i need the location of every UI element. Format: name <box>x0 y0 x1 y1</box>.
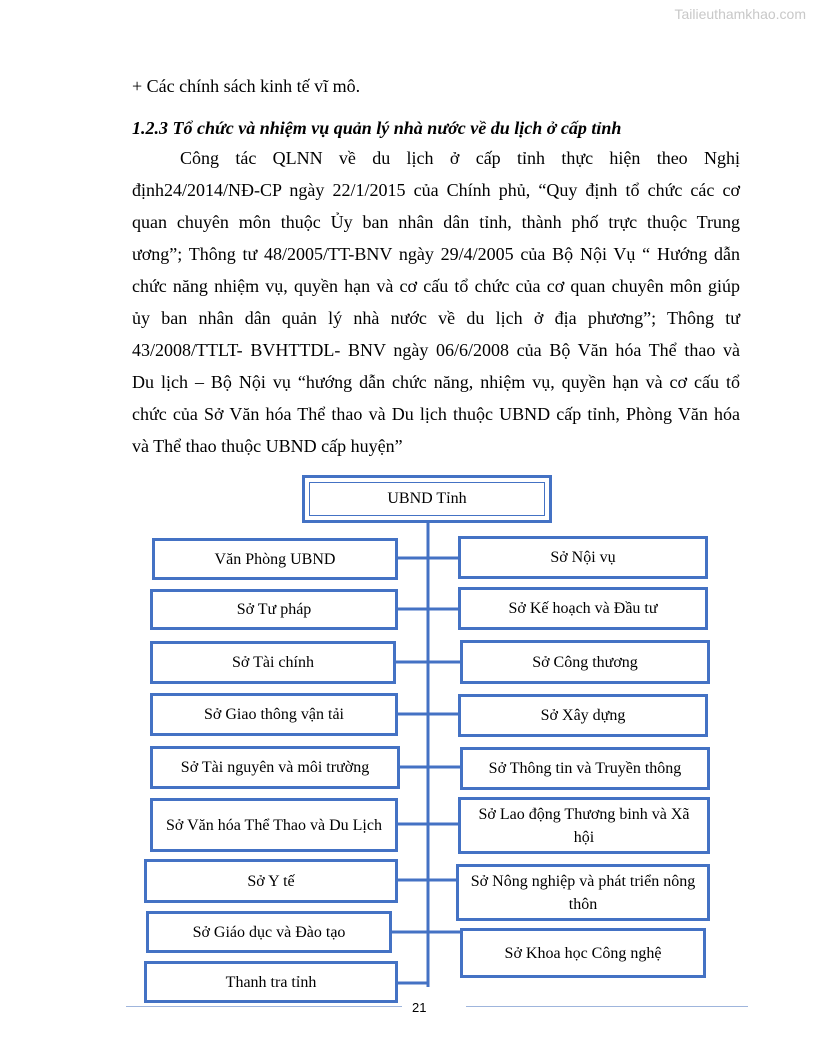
page-number: 21 <box>412 1000 427 1015</box>
paragraph-line: quan chuyên môn thuộc Ủy ban nhân dân tỉnh, thành phố trực thuộc Trung <box>132 212 740 232</box>
org-node-right: Sở Lao động Thương binh và Xã hội <box>458 797 710 854</box>
org-node-left: Sở Tài nguyên và môi trường <box>150 746 400 789</box>
paragraph-line: chức năng nhiệm vụ, quyền hạn và cơ cấu tổ chức của cơ quan chuyên môn giúp <box>132 276 740 296</box>
bullet-line: + Các chính sách kinh tế vĩ mô. <box>132 76 361 96</box>
org-node-left: Văn Phòng UBND <box>152 538 398 580</box>
paragraph-line: ương”; Thông tư 48/2005/TT-BNV ngày 29/4/2005 của Bộ Nội Vụ “ Hướng dẫn <box>132 244 740 264</box>
org-node-right: Sở Khoa học Công nghệ <box>460 928 706 978</box>
org-node-left: Sở Văn hóa Thể Thao và Du Lịch <box>150 798 398 852</box>
paragraph-line: và Thể thao thuộc UBND cấp huyện” <box>132 436 403 456</box>
org-root-label: UBND Tỉnh <box>309 482 545 516</box>
org-node-right: Sở Thông tin và Truyền thông <box>460 747 710 790</box>
paragraph-line: Công tác QLNN về du lịch ở cấp tỉnh thực hiện theo Nghị <box>180 148 740 168</box>
section-heading: 1.2.3 Tổ chức và nhiệm vụ quản lý nhà nước về du lịch ở cấp tỉnh <box>132 118 622 138</box>
org-root-node <box>302 475 552 523</box>
paragraph-line: chức của Sở Văn hóa Thể thao và Du lịch thuộc UBND cấp tỉnh, Phòng Văn hóa <box>132 404 740 424</box>
org-node-left: Thanh tra tỉnh <box>144 961 398 1003</box>
watermark: Tailieuthamkhao.com <box>674 6 806 22</box>
org-node-left: Sở Y tế <box>144 859 398 903</box>
org-node-right: Sở Nông nghiệp và phát triển nông thôn <box>456 864 710 921</box>
org-node-right: Sở Công thương <box>460 640 710 684</box>
org-node-right: Sở Xây dựng <box>458 694 708 737</box>
paragraph-line: 43/2008/TTLT- BVHTTDL- BNV ngày 06/6/2008 của Bộ Văn hóa Thể thao và <box>132 340 740 360</box>
paragraph-line: Du lịch – Bộ Nội vụ “hướng dẫn chức năng, nhiệm vụ, quyền hạn và cơ cấu tổ <box>132 372 740 392</box>
paragraph-line: ủy ban nhân dân quản lý nhà nước về du lịch ở địa phương”; Thông tư <box>132 308 740 328</box>
org-node-left: Sở Giáo dục và Đào tạo <box>146 911 392 953</box>
org-node-left: Sở Tài chính <box>150 641 396 684</box>
footer-rule-left <box>126 1006 402 1007</box>
footer-rule-right <box>466 1006 748 1007</box>
org-node-right: Sở Nội vụ <box>458 536 708 579</box>
org-node-left: Sở Giao thông vận tải <box>150 693 398 736</box>
org-node-left: Sở Tư pháp <box>150 589 398 630</box>
paragraph-line: định24/2014/NĐ-CP ngày 22/1/2015 của Chính phủ, “Quy định tổ chức các cơ <box>132 180 740 200</box>
org-node-right: Sở Kế hoạch và Đầu tư <box>458 587 708 630</box>
